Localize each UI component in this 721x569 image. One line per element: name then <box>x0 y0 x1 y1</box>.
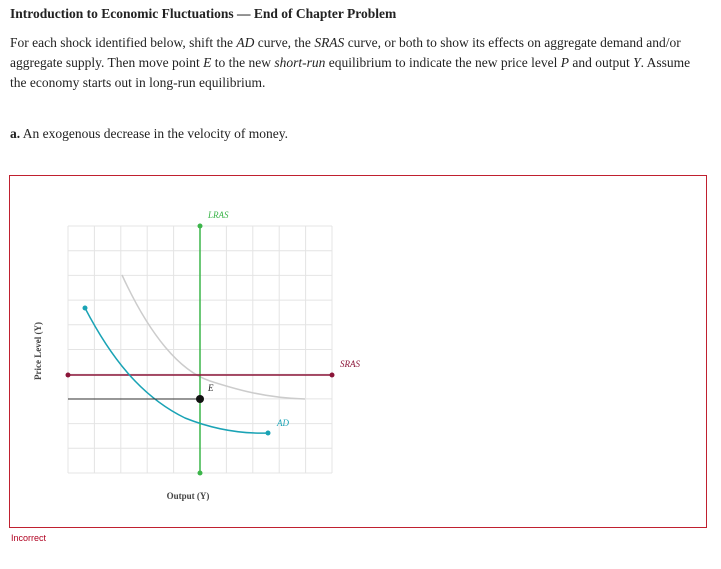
equilibrium-point-e[interactable] <box>196 395 204 403</box>
instructions-text: For each shock identified below, shift the <box>10 35 237 50</box>
p-term: P <box>560 55 570 70</box>
answer-status: Incorrect <box>11 533 47 543</box>
page-title: Introduction to Economic Fluctuations — End of Chapter Problem <box>10 6 397 21</box>
question-letter: a. <box>10 126 21 141</box>
sras-term: SRAS <box>314 35 345 50</box>
sras-left-handle[interactable] <box>66 373 71 378</box>
ad-bottom-handle[interactable] <box>266 431 271 436</box>
e-term: E <box>203 55 212 70</box>
original-ad-curve <box>122 275 305 399</box>
graph-panel[interactable] <box>9 175 707 528</box>
x-axis-label: Output (Y) <box>166 491 210 501</box>
instructions-text: curve, or both to show its effects on aggregate demand and/or aggregate supply. Then move point <box>10 35 681 70</box>
y-axis-label: Price Level (Y) <box>33 322 43 380</box>
point-e-label: E <box>208 383 214 393</box>
sras-label: SRAS <box>340 359 360 369</box>
ad-top-handle[interactable] <box>83 306 88 311</box>
instructions-text: and output <box>569 55 634 70</box>
instructions-text: equilibrium to indicate the new price level <box>325 55 561 70</box>
ad-label: AD <box>277 418 289 428</box>
lras-bottom-handle[interactable] <box>198 471 203 476</box>
question-text: An exogenous decrease in the velocity of money. <box>20 126 289 141</box>
short-run-term: short-run <box>274 55 326 70</box>
ad-term: AD <box>236 35 255 50</box>
y-term: Y <box>633 55 641 70</box>
instructions-text: to the new <box>211 55 275 70</box>
sras-right-handle[interactable] <box>330 373 335 378</box>
ad-curve[interactable] <box>85 308 268 433</box>
lras-label: LRAS <box>208 210 229 220</box>
instructions-text: curve, the <box>254 35 315 50</box>
instructions-text: . Assume the economy starts out in long-run equilibrium. <box>10 55 691 90</box>
lras-top-handle[interactable] <box>198 224 203 229</box>
instructions <box>10 33 700 93</box>
question <box>10 126 288 142</box>
graph-canvas[interactable] <box>10 176 706 527</box>
